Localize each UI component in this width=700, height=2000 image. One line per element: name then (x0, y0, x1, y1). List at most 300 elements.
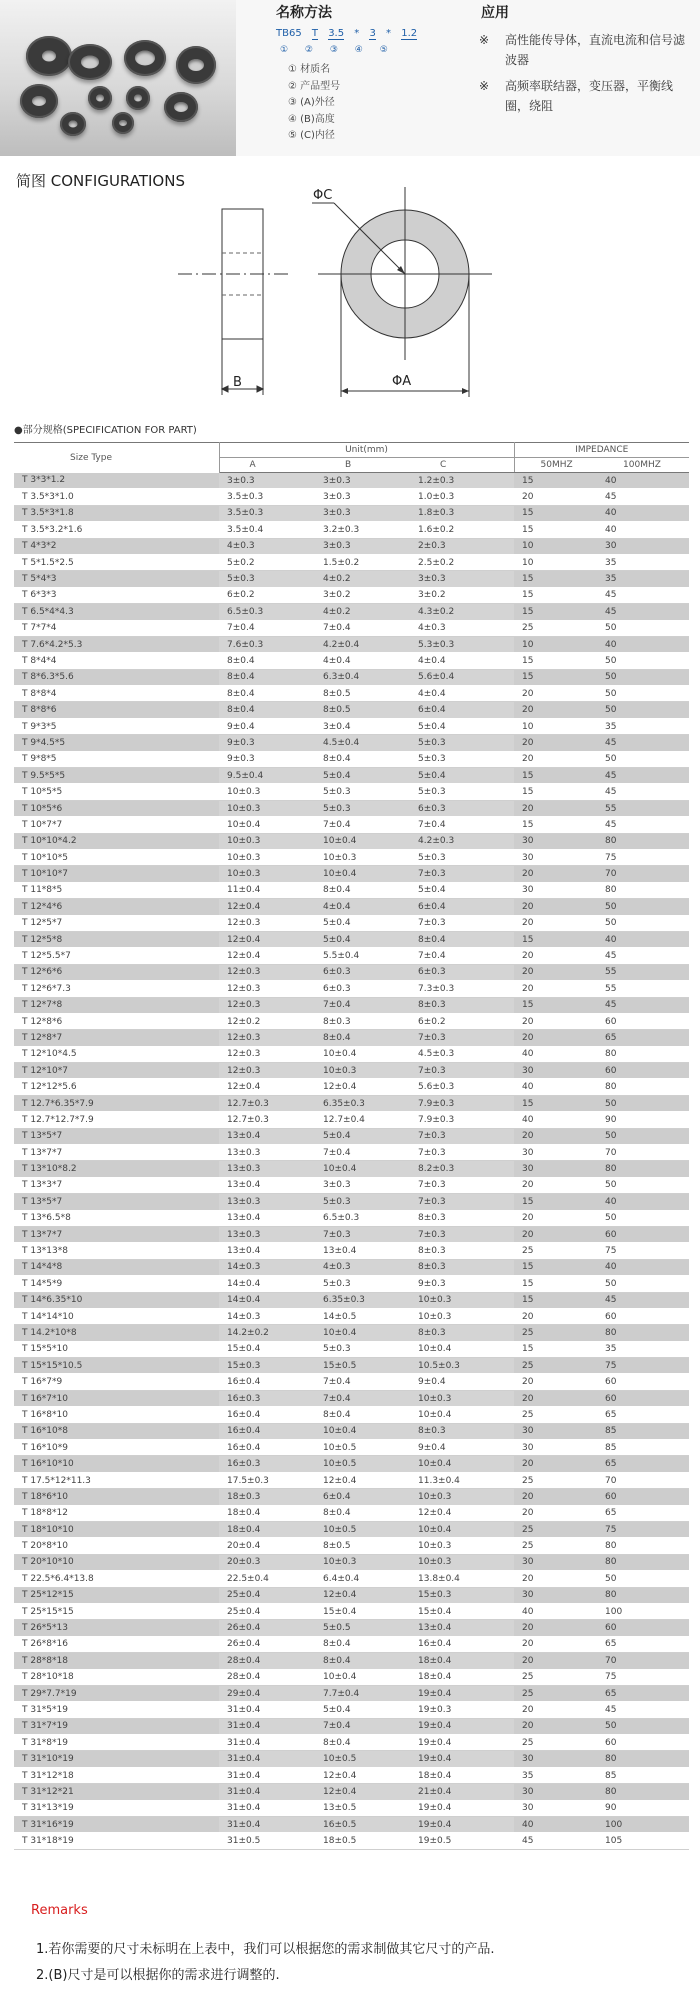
size-type-cell: T 31*12*18 (14, 1767, 219, 1783)
dim-c-cell: 16±0.4 (410, 1636, 514, 1652)
impedance-100mhz-cell: 45 (597, 784, 689, 800)
dim-b-cell: 10±0.3 (315, 849, 410, 865)
size-type-cell: T 6*3*3 (14, 587, 219, 603)
size-type-cell: T 9*4.5*5 (14, 735, 219, 751)
dim-a-cell: 12±0.4 (219, 931, 315, 947)
dim-a-cell: 6±0.2 (219, 587, 315, 603)
table-row (14, 489, 689, 505)
table-row (14, 1784, 689, 1800)
impedance-100mhz-cell: 75 (597, 849, 689, 865)
dim-b-cell: 12±0.4 (315, 1587, 410, 1603)
impedance-50mhz-cell: 30 (514, 849, 597, 865)
code-part-material: TB65 (276, 28, 302, 39)
dim-c-cell: 10±0.3 (410, 1554, 514, 1570)
table-row (14, 1128, 689, 1144)
table-row (14, 931, 689, 947)
impedance-100mhz-cell: 50 (597, 915, 689, 931)
size-type-cell: T 10*7*7 (14, 817, 219, 833)
dim-a-cell: 28±0.4 (219, 1669, 315, 1685)
dim-a-cell: 31±0.4 (219, 1735, 315, 1751)
dim-b-cell: 8±0.4 (315, 751, 410, 767)
impedance-100mhz-cell: 35 (597, 554, 689, 570)
spec-table-header (14, 443, 689, 473)
table-row (14, 1194, 689, 1210)
dim-a-cell: 12±0.3 (219, 964, 315, 980)
code-part-sep: * (386, 28, 392, 39)
size-type-cell: T 31*8*19 (14, 1735, 219, 1751)
dim-a-cell: 5±0.2 (219, 554, 315, 570)
impedance-100mhz-cell: 55 (597, 964, 689, 980)
impedance-100mhz-cell: 80 (597, 833, 689, 849)
impedance-100mhz-cell: 80 (597, 1161, 689, 1177)
dim-c-cell: 15±0.4 (410, 1603, 514, 1619)
impedance-100mhz-cell: 60 (597, 1489, 689, 1505)
impedance-100mhz-cell: 70 (597, 1653, 689, 1669)
dim-c-cell: 7±0.3 (410, 1145, 514, 1161)
dim-a-cell: 9.5±0.4 (219, 768, 315, 784)
dim-c-cell: 6±0.3 (410, 964, 514, 980)
dim-a-cell: 7±0.4 (219, 620, 315, 636)
table-row (14, 1358, 689, 1374)
table-row (14, 751, 689, 767)
dim-b-cell: 8±0.5 (315, 1538, 410, 1554)
dim-c-cell: 8±0.3 (410, 1325, 514, 1341)
table-row (14, 866, 689, 882)
dim-a-cell: 8±0.4 (219, 669, 315, 685)
impedance-50mhz-cell: 40 (514, 1817, 597, 1833)
dim-a-cell: 12±0.3 (219, 1046, 315, 1062)
impedance-50mhz-cell: 30 (514, 1800, 597, 1816)
table-row (14, 522, 689, 538)
impedance-100mhz-cell: 70 (597, 1145, 689, 1161)
dim-c-cell: 5.6±0.3 (410, 1079, 514, 1095)
size-type-cell: T 6.5*4*4.3 (14, 604, 219, 620)
size-type-cell: T 5*4*3 (14, 571, 219, 587)
dim-c-cell: 4.2±0.3 (410, 833, 514, 849)
dim-c-cell: 19±0.4 (410, 1817, 514, 1833)
dim-b-cell: 10±0.4 (315, 866, 410, 882)
impedance-50mhz-cell: 20 (514, 1308, 597, 1324)
dim-b-cell: 5±0.4 (315, 931, 410, 947)
impedance-50mhz-cell: 15 (514, 1095, 597, 1111)
label-phi-a: ΦA (392, 374, 412, 389)
dim-c-cell: 10±0.3 (410, 1292, 514, 1308)
impedance-100mhz-cell: 45 (597, 489, 689, 505)
size-type-cell: T 10*10*4.2 (14, 833, 219, 849)
table-row (14, 702, 689, 718)
dim-a-cell: 4±0.3 (219, 538, 315, 554)
size-type-cell: T 13*7*7 (14, 1145, 219, 1161)
table-row (14, 1341, 689, 1357)
impedance-50mhz-cell: 20 (514, 1030, 597, 1046)
dim-b-cell: 8±0.4 (315, 1735, 410, 1751)
size-type-cell: T 14*14*10 (14, 1308, 219, 1324)
impedance-50mhz-cell: 40 (514, 1112, 597, 1128)
table-row (14, 1112, 689, 1128)
impedance-100mhz-cell: 80 (597, 1325, 689, 1341)
dim-c-cell: 19±0.5 (410, 1833, 514, 1849)
spec-table-body (14, 473, 689, 1850)
dim-b-cell: 5±0.4 (315, 915, 410, 931)
dim-c-cell: 6±0.4 (410, 899, 514, 915)
dim-c-cell: 2±0.3 (410, 538, 514, 554)
dim-c-cell: 7±0.3 (410, 1063, 514, 1079)
front-view-drawing (312, 187, 492, 397)
dim-b-cell: 10±0.4 (315, 1325, 410, 1341)
dim-c-cell: 5.3±0.3 (410, 636, 514, 652)
dim-a-cell: 10±0.3 (219, 866, 315, 882)
dim-c-cell: 10±0.4 (410, 1407, 514, 1423)
impedance-50mhz-cell: 25 (514, 1538, 597, 1554)
impedance-50mhz-cell: 20 (514, 1505, 597, 1521)
table-row (14, 1177, 689, 1193)
dim-b-cell: 1.5±0.2 (315, 554, 410, 570)
dim-b-cell: 5±0.4 (315, 1128, 410, 1144)
dim-a-cell: 8±0.4 (219, 653, 315, 669)
dim-b-cell: 8±0.5 (315, 686, 410, 702)
size-type-cell: T 13*3*7 (14, 1177, 219, 1193)
impedance-50mhz-cell: 10 (514, 554, 597, 570)
dim-a-cell: 28±0.4 (219, 1653, 315, 1669)
impedance-100mhz-cell: 40 (597, 505, 689, 521)
impedance-100mhz-cell: 45 (597, 768, 689, 784)
table-row (14, 1653, 689, 1669)
table-row (14, 1456, 689, 1472)
dim-b-cell: 4±0.2 (315, 604, 410, 620)
dim-a-cell: 12±0.3 (219, 981, 315, 997)
dim-c-cell: 6±0.3 (410, 800, 514, 816)
dim-b-cell: 3.2±0.3 (315, 522, 410, 538)
application-title: 应用 (481, 5, 509, 21)
size-type-cell: T 7.6*4.2*5.3 (14, 636, 219, 652)
table-row (14, 1571, 689, 1587)
table-row (14, 1390, 689, 1406)
size-type-cell: T 13*13*8 (14, 1243, 219, 1259)
table-row (14, 1243, 689, 1259)
dim-a-cell: 20±0.4 (219, 1538, 315, 1554)
impedance-50mhz-cell: 20 (514, 964, 597, 980)
dim-c-cell: 7±0.3 (410, 915, 514, 931)
size-type-cell: T 18*6*10 (14, 1489, 219, 1505)
impedance-100mhz-cell: 45 (597, 817, 689, 833)
table-row (14, 1767, 689, 1783)
dim-c-cell: 8±0.3 (410, 1259, 514, 1275)
impedance-50mhz-cell: 25 (514, 1472, 597, 1488)
code-part-inner: 1.2 (401, 28, 418, 39)
dim-c-cell: 7±0.3 (410, 1030, 514, 1046)
table-row (14, 1046, 689, 1062)
table-row (14, 1095, 689, 1111)
dim-c-cell: 10±0.4 (410, 1456, 514, 1472)
impedance-50mhz-cell: 20 (514, 1128, 597, 1144)
size-type-cell: T 12*8*7 (14, 1030, 219, 1046)
dim-c-cell: 3±0.3 (410, 571, 514, 587)
naming-title: 名称方法 (276, 5, 332, 21)
dim-b-cell: 10±0.4 (315, 1669, 410, 1685)
dim-a-cell: 31±0.4 (219, 1817, 315, 1833)
impedance-50mhz-cell: 15 (514, 817, 597, 833)
dim-a-cell: 25±0.4 (219, 1587, 315, 1603)
table-row (14, 620, 689, 636)
dim-c-cell: 7.3±0.3 (410, 981, 514, 997)
dim-b-cell: 7±0.4 (315, 817, 410, 833)
ferrite-ring-image (176, 46, 216, 84)
size-type-cell: T 10*10*5 (14, 849, 219, 865)
table-row (14, 1226, 689, 1242)
impedance-50mhz-cell: 30 (514, 1161, 597, 1177)
size-type-cell: T 22.5*6.4*13.8 (14, 1571, 219, 1587)
impedance-100mhz-cell: 40 (597, 931, 689, 947)
dim-c-cell: 5±0.3 (410, 751, 514, 767)
impedance-100mhz-cell: 60 (597, 1308, 689, 1324)
impedance-50mhz-cell: 15 (514, 669, 597, 685)
dim-c-cell: 8±0.3 (410, 1210, 514, 1226)
dim-c-cell: 7±0.3 (410, 1194, 514, 1210)
size-type-cell: T 28*10*18 (14, 1669, 219, 1685)
size-type-cell: T 20*8*10 (14, 1538, 219, 1554)
impedance-100mhz-cell: 40 (597, 1194, 689, 1210)
size-type-cell: T 12*6*7.3 (14, 981, 219, 997)
dim-c-cell: 6±0.4 (410, 702, 514, 718)
impedance-50mhz-cell: 30 (514, 1784, 597, 1800)
dim-c-cell: 13.8±0.4 (410, 1571, 514, 1587)
table-row (14, 1440, 689, 1456)
impedance-50mhz-cell: 30 (514, 1440, 597, 1456)
size-type-cell: T 10*5*5 (14, 784, 219, 800)
dim-c-cell: 4±0.4 (410, 686, 514, 702)
dim-a-cell: 31±0.4 (219, 1751, 315, 1767)
dim-a-cell: 9±0.4 (219, 718, 315, 734)
dim-b-cell: 10±0.4 (315, 1161, 410, 1177)
dim-b-cell: 6±0.4 (315, 1489, 410, 1505)
impedance-100mhz-cell: 80 (597, 1554, 689, 1570)
dim-c-cell: 13±0.4 (410, 1620, 514, 1636)
dim-c-cell: 7.9±0.3 (410, 1095, 514, 1111)
impedance-100mhz-cell: 80 (597, 1046, 689, 1062)
dim-b-cell: 5±0.3 (315, 800, 410, 816)
impedance-50mhz-cell: 30 (514, 1587, 597, 1603)
dim-c-cell: 8±0.3 (410, 997, 514, 1013)
size-type-cell: T 31*7*19 (14, 1718, 219, 1734)
impedance-50mhz-cell: 20 (514, 1013, 597, 1029)
dim-b-cell: 6.4±0.4 (315, 1571, 410, 1587)
table-row (14, 1735, 689, 1751)
dim-a-cell: 31±0.4 (219, 1702, 315, 1718)
impedance-100mhz-cell: 80 (597, 1538, 689, 1554)
impedance-50mhz-cell: 15 (514, 1292, 597, 1308)
dim-c-cell: 5±0.3 (410, 735, 514, 751)
header-size-type: Size Type (14, 443, 219, 473)
table-row (14, 1817, 689, 1833)
table-row (14, 669, 689, 685)
dim-c-cell: 4±0.3 (410, 620, 514, 636)
dim-c-cell: 1.8±0.3 (410, 505, 514, 521)
table-row (14, 505, 689, 521)
table-row (14, 1554, 689, 1570)
size-type-cell: T 18*10*10 (14, 1522, 219, 1538)
header-banner (0, 0, 700, 156)
dim-b-cell: 6±0.3 (315, 981, 410, 997)
size-type-cell: T 26*5*13 (14, 1620, 219, 1636)
dim-c-cell: 10±0.3 (410, 1390, 514, 1406)
impedance-50mhz-cell: 20 (514, 800, 597, 816)
impedance-50mhz-cell: 15 (514, 505, 597, 521)
table-row (14, 636, 689, 652)
impedance-50mhz-cell: 20 (514, 1177, 597, 1193)
dim-a-cell: 12±0.3 (219, 997, 315, 1013)
table-row (14, 538, 689, 554)
header-impedance: IMPEDANCE (514, 443, 689, 458)
size-type-cell: T 13*5*7 (14, 1194, 219, 1210)
dim-b-cell: 5±0.3 (315, 1276, 410, 1292)
dim-c-cell: 21±0.4 (410, 1784, 514, 1800)
spec-title: ●部分规格(SPECIFICATION FOR PART) (14, 425, 197, 436)
impedance-50mhz-cell: 20 (514, 899, 597, 915)
impedance-100mhz-cell: 50 (597, 1210, 689, 1226)
size-type-cell: T 17.5*12*11.3 (14, 1472, 219, 1488)
impedance-50mhz-cell: 40 (514, 1046, 597, 1062)
reference-mark-icon: ※ (479, 33, 490, 47)
dim-c-cell: 10.5±0.3 (410, 1358, 514, 1374)
table-row (14, 1063, 689, 1079)
impedance-100mhz-cell: 50 (597, 669, 689, 685)
dim-b-cell: 10±0.5 (315, 1522, 410, 1538)
impedance-50mhz-cell: 45 (514, 1833, 597, 1849)
dim-b-cell: 10±0.4 (315, 833, 410, 849)
dim-a-cell: 12.7±0.3 (219, 1095, 315, 1111)
table-row (14, 587, 689, 603)
table-row (14, 1292, 689, 1308)
table-row (14, 1522, 689, 1538)
impedance-50mhz-cell: 15 (514, 931, 597, 947)
size-type-cell: T 3.5*3*1.0 (14, 489, 219, 505)
impedance-50mhz-cell: 15 (514, 587, 597, 603)
size-type-cell: T 12*7*8 (14, 997, 219, 1013)
configuration-diagram (0, 185, 700, 410)
size-type-cell: T 13*6.5*8 (14, 1210, 219, 1226)
impedance-50mhz-cell: 15 (514, 784, 597, 800)
size-type-cell: T 31*12*21 (14, 1784, 219, 1800)
dim-c-cell: 19±0.4 (410, 1751, 514, 1767)
label-phi-c: ΦC (313, 188, 333, 203)
size-type-cell: T 14.2*10*8 (14, 1325, 219, 1341)
table-row (14, 915, 689, 931)
table-row (14, 800, 689, 816)
header-col-50mhz: 50MHZ (514, 458, 597, 473)
dim-b-cell: 3±0.3 (315, 1177, 410, 1193)
spec-table (14, 442, 689, 1850)
impedance-100mhz-cell: 75 (597, 1522, 689, 1538)
impedance-100mhz-cell: 100 (597, 1603, 689, 1619)
impedance-50mhz-cell: 20 (514, 1620, 597, 1636)
dim-c-cell: 10±0.3 (410, 1489, 514, 1505)
dim-b-cell: 10±0.3 (315, 1554, 410, 1570)
dim-b-cell: 12.7±0.4 (315, 1112, 410, 1128)
arrow-head-icon (222, 386, 228, 392)
dim-a-cell: 26±0.4 (219, 1620, 315, 1636)
impedance-50mhz-cell: 20 (514, 1226, 597, 1242)
impedance-50mhz-cell: 15 (514, 997, 597, 1013)
dim-c-cell: 7±0.3 (410, 1177, 514, 1193)
dim-a-cell: 10±0.3 (219, 784, 315, 800)
dim-a-cell: 14±0.3 (219, 1259, 315, 1275)
size-type-cell: T 15*15*10.5 (14, 1358, 219, 1374)
impedance-100mhz-cell: 60 (597, 1063, 689, 1079)
dim-b-cell: 10±0.4 (315, 1046, 410, 1062)
dim-a-cell: 10±0.3 (219, 849, 315, 865)
dim-c-cell: 19±0.4 (410, 1718, 514, 1734)
impedance-100mhz-cell: 50 (597, 1177, 689, 1193)
impedance-100mhz-cell: 40 (597, 1259, 689, 1275)
dim-c-cell: 1.6±0.2 (410, 522, 514, 538)
dim-a-cell: 8±0.4 (219, 702, 315, 718)
table-row (14, 1013, 689, 1029)
application-text: 高性能传导体，直流电流和信号滤波器 (505, 33, 686, 67)
dim-c-cell: 5±0.4 (410, 882, 514, 898)
dim-b-cell: 10±0.5 (315, 1440, 410, 1456)
dim-b-cell: 5.5±0.4 (315, 948, 410, 964)
dim-a-cell: 25±0.4 (219, 1603, 315, 1619)
impedance-100mhz-cell: 50 (597, 702, 689, 718)
size-type-cell: T 12*6*6 (14, 964, 219, 980)
impedance-50mhz-cell: 25 (514, 1685, 597, 1701)
impedance-100mhz-cell: 100 (597, 1817, 689, 1833)
impedance-100mhz-cell: 65 (597, 1505, 689, 1521)
impedance-100mhz-cell: 40 (597, 522, 689, 538)
impedance-50mhz-cell: 20 (514, 686, 597, 702)
impedance-100mhz-cell: 60 (597, 1226, 689, 1242)
impedance-100mhz-cell: 70 (597, 1472, 689, 1488)
dim-a-cell: 9±0.3 (219, 735, 315, 751)
dim-a-cell: 15±0.3 (219, 1358, 315, 1374)
table-row (14, 473, 689, 489)
size-type-cell: T 12*4*6 (14, 899, 219, 915)
impedance-50mhz-cell: 20 (514, 1702, 597, 1718)
dim-c-cell: 4.5±0.3 (410, 1046, 514, 1062)
dim-a-cell: 10±0.3 (219, 800, 315, 816)
impedance-50mhz-cell: 30 (514, 1063, 597, 1079)
dim-a-cell: 16±0.3 (219, 1390, 315, 1406)
size-type-cell: T 13*5*7 (14, 1128, 219, 1144)
dim-b-cell: 8±0.4 (315, 1653, 410, 1669)
impedance-100mhz-cell: 60 (597, 1620, 689, 1636)
impedance-100mhz-cell: 40 (597, 636, 689, 652)
table-row (14, 768, 689, 784)
dim-b-cell: 12±0.4 (315, 1767, 410, 1783)
dim-a-cell: 31±0.5 (219, 1833, 315, 1849)
dim-a-cell: 31±0.4 (219, 1800, 315, 1816)
dim-b-cell: 3±0.3 (315, 505, 410, 521)
dim-a-cell: 13±0.4 (219, 1243, 315, 1259)
application-list (479, 30, 694, 122)
legend-item: ⑤ (C)内径 (288, 130, 335, 141)
impedance-50mhz-cell: 15 (514, 473, 597, 489)
dim-b-cell: 8±0.4 (315, 1636, 410, 1652)
dim-c-cell: 5.6±0.4 (410, 669, 514, 685)
size-type-cell: T 16*8*10 (14, 1407, 219, 1423)
dim-b-cell: 8±0.4 (315, 1505, 410, 1521)
impedance-50mhz-cell: 20 (514, 1718, 597, 1734)
remarks-title: Remarks (31, 1903, 88, 1918)
dim-c-cell: 19±0.3 (410, 1702, 514, 1718)
size-type-cell: T 7*7*4 (14, 620, 219, 636)
size-type-cell: T 31*16*19 (14, 1817, 219, 1833)
size-type-cell: T 11*8*5 (14, 882, 219, 898)
impedance-100mhz-cell: 75 (597, 1243, 689, 1259)
table-row (14, 849, 689, 865)
size-type-cell: T 8*4*4 (14, 653, 219, 669)
impedance-50mhz-cell: 20 (514, 866, 597, 882)
